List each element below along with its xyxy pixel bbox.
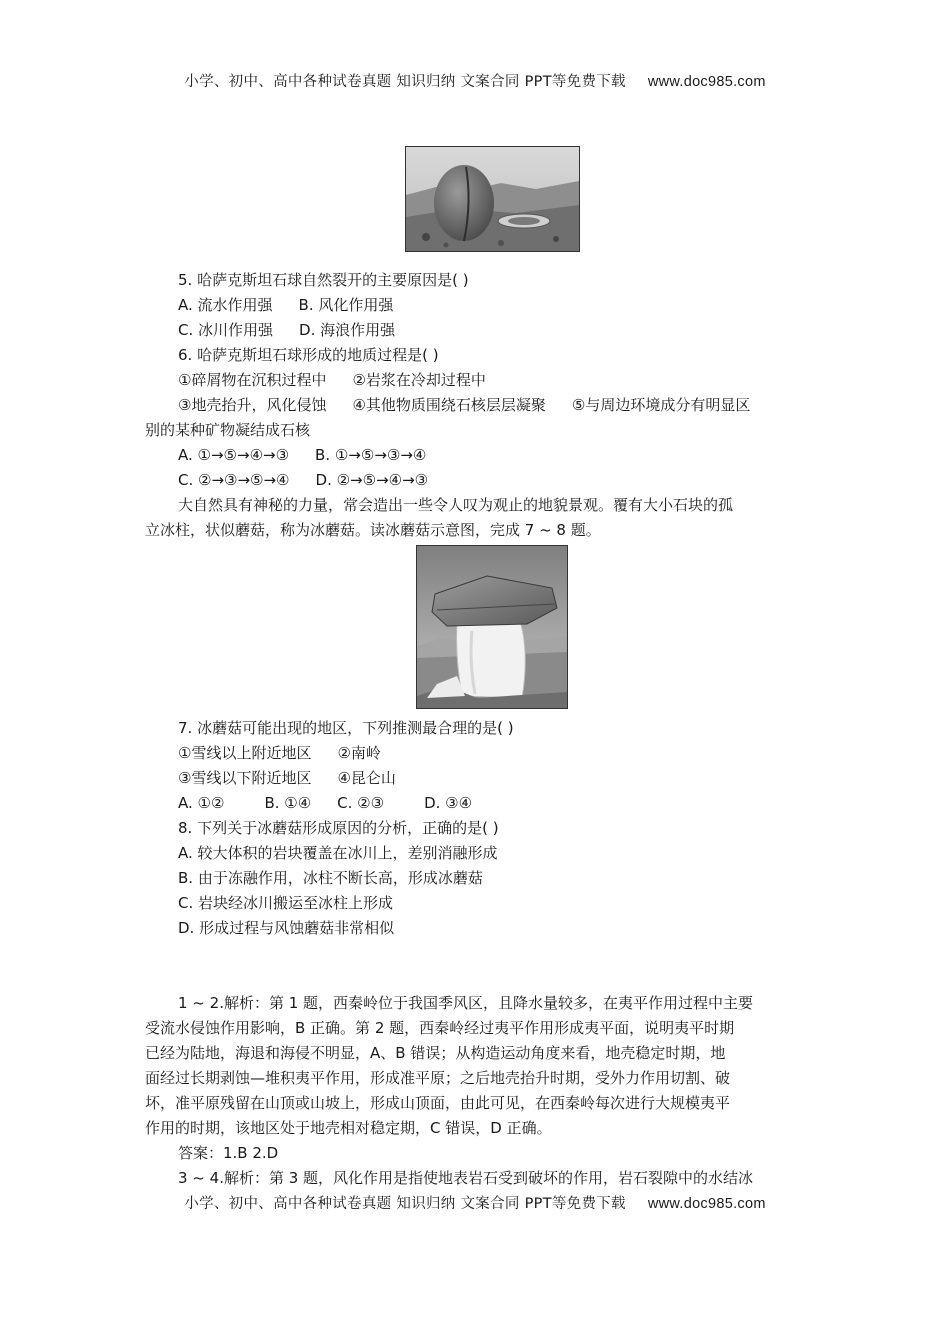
q7-option-c: C. ②③ [337,794,385,812]
q6-option-c: C. ②→③→⑤→④ [178,471,290,489]
q6-stem: 6. 哈萨克斯坦石球形成的地质过程是( ) [178,346,439,364]
page-header [0,70,950,91]
q7-statement-4: ④昆仑山 [337,769,396,787]
q6-statement-5a: ⑤与周边环境成分有明显区 [571,396,751,414]
q7-statement-3: ③雪线以下附近地区 [178,769,312,787]
q5-options-ab [178,295,393,315]
q7-option-a: A. ①② [178,794,225,812]
analysis-line-6: 作用的时期，该地区处于地壳相对稳定期，C 错误，D 正确。 [145,1119,552,1137]
footer-text: 小学、初中、高中各种试卷真题 知识归纳 文案合同 PPT等免费下载 [184,1196,626,1212]
page-footer [0,1192,950,1213]
q5-option-d: D. 海浪作用强 [299,321,396,339]
q6-option-a: A. ①→⑤→④→③ [178,446,290,464]
ice-mushroom-photo [416,545,568,709]
q6-options-ab [178,445,426,465]
q6-options-cd [178,470,428,490]
q7-statement-2: ②南岭 [337,744,381,762]
q7-options [178,793,472,813]
q8-option-c: C. 岩块经冰川搬运至冰柱上形成 [178,894,394,912]
q7-option-b: B. ①④ [264,794,312,812]
q6-statement-1: ①碎屑物在沉积过程中 [178,371,327,389]
header-text: 小学、初中、高中各种试卷真题 知识归纳 文案合同 PPT等免费下载 [184,74,626,90]
q5-option-a: A. 流水作用强 [178,296,273,314]
q6-statement-4: ④其他物质围绕石核层层凝聚 [352,396,546,414]
analysis-line-4: 面经过长期剥蚀—堆积夷平作用，形成准平原；之后地壳抬升时期，受外力作用切割、破 [145,1069,731,1087]
q5-option-c: C. 冰川作用强 [178,321,274,339]
q5-options-cd [178,320,395,340]
q7-option-d: D. ③④ [424,794,473,812]
q7-statement-1: ①雪线以上附近地区 [178,744,312,762]
q6-statement-3: ③地壳抬升，风化侵蚀 [178,396,327,414]
analysis-line-2: 受流水侵蚀作用影响，B 正确。第 2 题，西秦岭经过夷平作用形成夷平面，说明夷平时期 [145,1019,735,1037]
q8-option-d: D. 形成过程与风蚀蘑菇非常相似 [178,919,395,937]
footer-site: www.doc985.com [647,1196,766,1212]
analysis-line-1: 1 ~ 2.解析：第 1 题，西秦岭位于我国季风区，且降水量较多，在夷平作用过程中主要 [178,994,754,1012]
q6-statements-345 [178,395,750,415]
answer-line: 答案：1.B 2.D [178,1144,279,1162]
q7-statements-12 [178,743,381,763]
intro-line-1: 大自然具有神秘的力量，常会造出一些令人叹为观止的地貌景观。覆有大小石块的孤 [178,496,734,514]
q5-option-b: B. 风化作用强 [298,296,394,314]
q7-statements-34 [178,768,396,788]
analysis-line-3: 已经为陆地，海退和海侵不明显，A、B 错误；从构造运动角度来看，地壳稳定时期，地 [145,1044,726,1062]
q6-statement-2: ②岩浆在冷却过程中 [352,371,486,389]
analysis-line-7: 3 ~ 4.解析：第 3 题，风化作用是指使地表岩石受到破坏的作用，岩石裂隙中的水结冰 [178,1169,754,1187]
intro-line-2: 立冰柱，状似蘑菇，称为冰蘑菇。读冰蘑菇示意图，完成 7 ~ 8 题。 [145,521,601,539]
q8-stem: 8. 下列关于冰蘑菇形成原因的分析，正确的是( ) [178,819,499,837]
header-site: www.doc985.com [647,74,766,90]
analysis-line-5: 坏，准平原残留在山顶或山坡上，形成山顶面，由此可见，在西秦岭每次进行大规模夷平 [145,1094,731,1112]
q6-option-d: D. ②→⑤→④→③ [315,471,429,489]
q5-stem: 5. 哈萨克斯坦石球自然裂开的主要原因是( ) [178,271,469,289]
stone-ball-photo [405,146,580,252]
q8-option-b: B. 由于冻融作用，冰柱不断长高，形成冰蘑菇 [178,869,483,887]
q7-stem: 7. 冰蘑菇可能出现的地区，下列推测最合理的是( ) [178,719,514,737]
q6-statement-5b: 别的某种矿物凝结成石核 [145,421,311,439]
q8-option-a: A. 较大体积的岩块覆盖在冰川上，差别消融形成 [178,844,498,862]
q6-option-b: B. ①→⑤→③→④ [315,446,427,464]
q6-statements-12 [178,370,486,390]
